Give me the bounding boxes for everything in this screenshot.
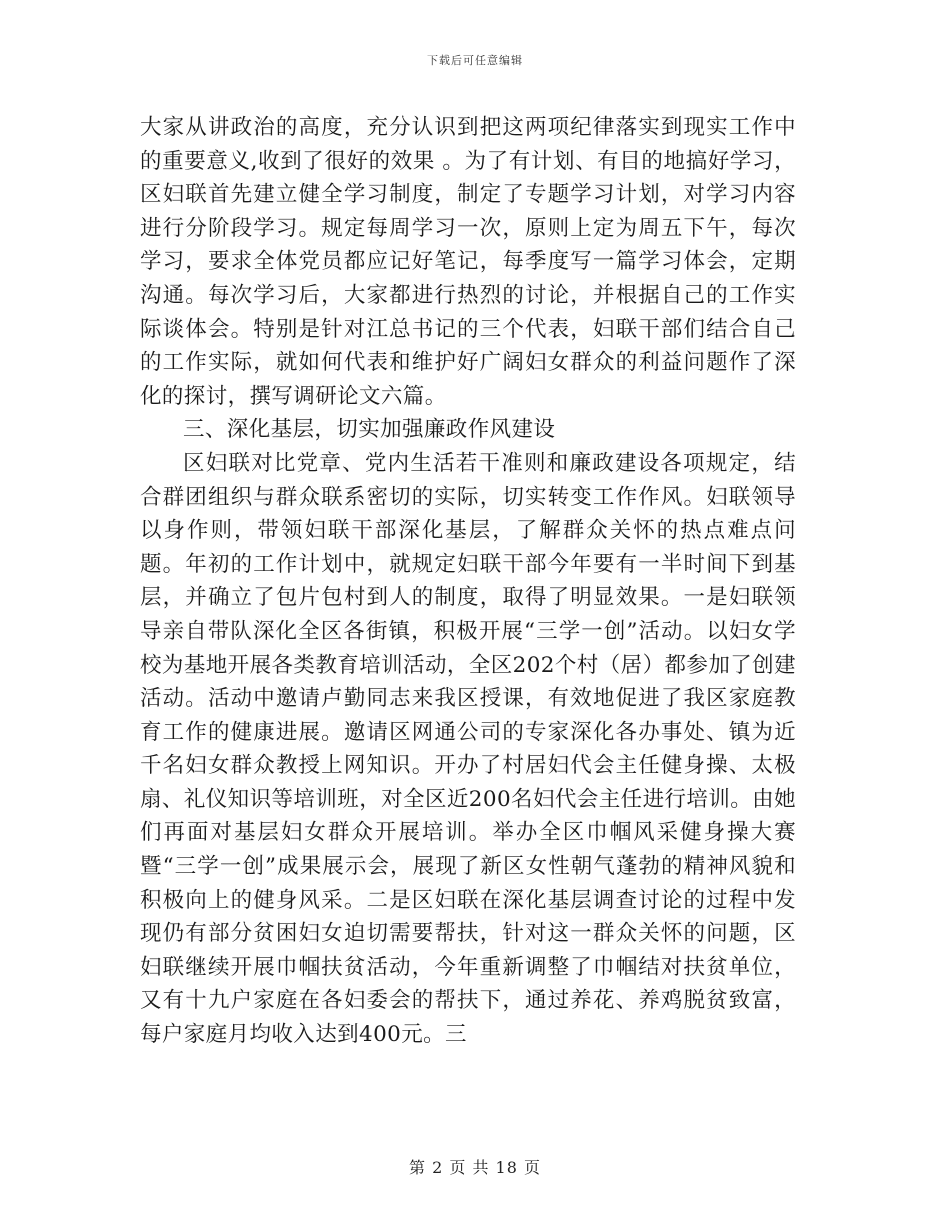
page-footer: 第 2 页 共 18 页 [409,1158,541,1177]
section-heading: 三、深化基层，切实加强廉政作风建设 [183,417,556,443]
document-body [140,111,796,1052]
paragraph-section-3: 区妇联对比党章、党内生活若干准则和廉政建设各项规定，结合群团组织与群众联系密切的实际，切实转变工作作风。妇联领导以身作则，带领妇联干部深化基层，了解群众关怀的热点难点问题。年初的工作计划中，就规定妇联干部今年要有一半时间下到基层，并确立了包片包村到人的制度，取得了明显效果。一是妇联领导亲自带队深化全区各街镇，积极开展“三学一创”活动。以妇女学校为基地开展各类教育培训活动，全区202个村（居）都参加了创建活动。活动中邀请卢勤同志来我区授课，有效地促进了我区家庭教育工作的健康进展。邀请区网通公司的专家深化各办事处、镇为近千名妇女群众教授上网知识。开办了村居妇代会主任健身操、太极扇、礼仪知识等培训班，对全区近200名妇代会主任进行培训。由她们再面对基层妇女群众开展培训。举办全区巾帼风采健身操大赛暨“三学一创”成果展示会，展现了新区女性朝气蓬勃的精神风貌和积极向上的健身风采。二是区妇联在深化基层调查讨论的过程中发现仍有部分贫困妇女迫切需要帮扶，针对这一群众关怀的问题，区妇联继续开展巾帼扶贫活动，今年重新调整了巾帼结对扶贫单位，又有十九户家庭在各妇委会的帮扶下，通过养花、养鸡脱贫致富，每户家庭月均收入达到400元。三 [140,450,796,1048]
page-header: 下载后可任意编辑 [427,54,523,67]
paragraph-continued: 大家从讲政治的高度，充分认识到把这两项纪律落实到现实工作中的重要意义,收到了很好的效果 。为了有计划、有目的地搞好学习，区妇联首先建立健全学习制度，制定了专题学习计划，对学习内容进行分阶段学习。规定每周学习一次，原则上定为周五下午，每次学习，要求全体党员都应记好笔记，每季度写一篇学习体会，定期沟通。每次学习后，大家都进行热烈的讨论，并根据自己的工作实际谈体会。特别是针对江总书记的三个代表，妇联干部们结合自己的工作实际，就如何代表和维护好广阔妇女群众的利益问题作了深化的探讨，撰写调研论文六篇。 [140,115,796,409]
